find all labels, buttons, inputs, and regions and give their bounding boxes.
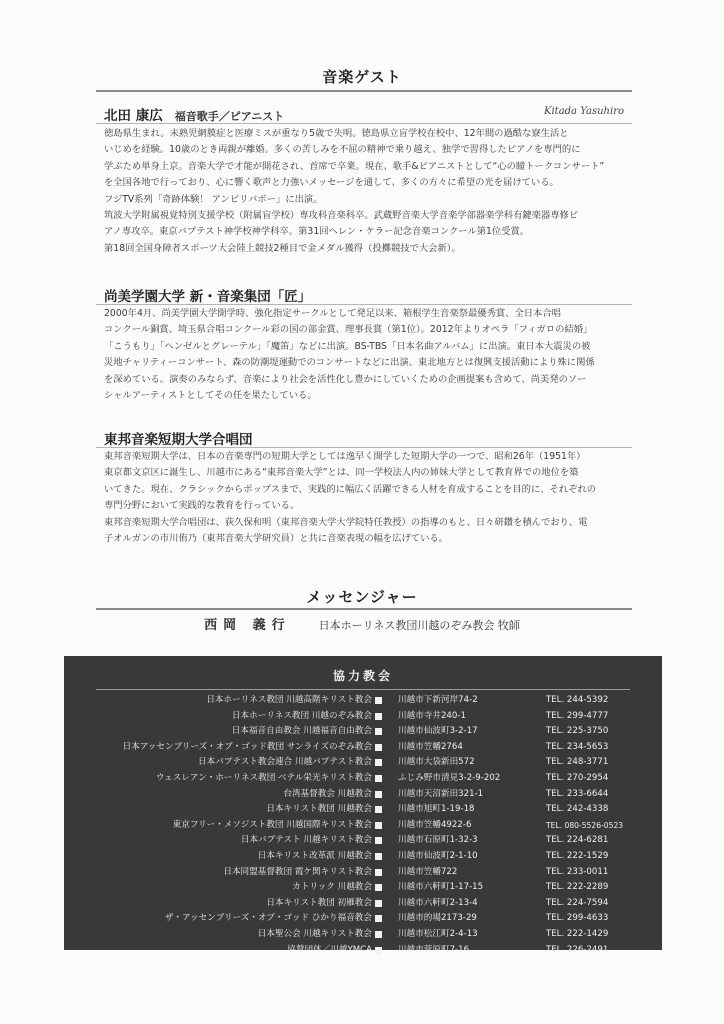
- bio-line: 専門分野において実践的な教育を行っている。: [104, 500, 300, 512]
- bullet-square-icon: [375, 806, 382, 813]
- church-row: [64, 771, 662, 787]
- church-phone: TEL. 226-2491: [546, 944, 609, 955]
- church-name: 日本ホーリネス教団 川越高階キリスト教会: [206, 695, 372, 705]
- bio-line: 災地チャリティーコンサート、森の防潮堤運動でのコンサートなどに出演、東北地方とは復興支援活動により殊に関係: [104, 357, 595, 369]
- guest-divider: [96, 447, 632, 448]
- guest-name: 尚美学園大学 新・音楽集団「匠」: [104, 289, 312, 305]
- bio-line: 東京都文京区に誕生し、川越市にある“東邦音楽大学”とは、同一学校法人内の姉妹大学として教育界での地位を築: [104, 467, 579, 479]
- bullet-square-icon: [375, 759, 382, 766]
- bio-line: アノ専攻卒。東京バプテスト神学校神学科卒。第31回ヘレン・ケラー記念音楽コンクール第1位受賞。: [104, 226, 530, 238]
- church-name: 日本聖公会 川越キリスト教会: [257, 928, 372, 939]
- church-phone: TEL. 244-5392: [546, 695, 609, 705]
- church-phone: TEL. 224-6281: [546, 835, 609, 846]
- church-address: 川越市大袋新田572: [398, 757, 475, 768]
- bullet-square-icon: [375, 697, 382, 704]
- messenger-name: 西岡 義行: [204, 618, 291, 633]
- church-row: [64, 833, 662, 849]
- bio-line: 東邦音楽短期大学は、日本の音楽専門の短期大学としては逸早く開学した短期大学の一つで、昭和26年（1951年）: [104, 451, 586, 462]
- bullet-square-icon: [375, 853, 382, 860]
- guest-heading: [104, 428, 624, 448]
- church-address: 川越市六軒町2-13-4: [398, 897, 478, 908]
- church-phone: TEL. 080-5526-0523: [546, 820, 624, 830]
- messenger-divider: [96, 608, 632, 610]
- music-guests-title: 音楽ゲスト: [322, 68, 402, 86]
- church-name: 日本福音自由教会 川越福音自由教会: [231, 726, 372, 737]
- church-address: 川越市松江町2-4-13: [398, 928, 478, 939]
- church-address: 川越市寺井240-1: [398, 710, 466, 721]
- church-name: 協賛団体／川越YMCA: [287, 944, 372, 955]
- guest-name: 北田 康広: [104, 108, 163, 124]
- bullet-square-icon: [375, 915, 382, 922]
- music-guests-divider: [96, 90, 632, 92]
- church-address: 川越市笠幡2764: [398, 741, 463, 752]
- church-row: [64, 865, 662, 881]
- messenger-title: メッセンジャー: [306, 588, 418, 606]
- bullet-square-icon: [375, 822, 382, 829]
- church-name: カトリック 川越教会: [292, 882, 372, 893]
- church-phone: TEL. 248-3771: [546, 757, 609, 768]
- guest-divider: [96, 304, 632, 305]
- guest-divider: [96, 123, 632, 124]
- bio-line: を全国各地で行っており、心に響く歌声と力強いメッセージを通して、多くの方々に希望の光を届けている。: [104, 177, 559, 189]
- church-name: 日本キリスト教団 初雁教会: [266, 897, 372, 908]
- church-address: 川越市笠幡722: [398, 866, 458, 877]
- bio-line: 2000年4月、尚美学園大学開学時、強化指定サークルとして発足以来、箱根学生音楽祭最優秀賞、全日本合唱: [104, 308, 561, 319]
- bio-line: を深めている。演奏のみならず、音楽により社会を活性化し豊かにしていくための企画提案も含めて、尚美発のソー: [104, 373, 587, 385]
- church-name: 日本アッセンブリーズ・オブ・ゴッド教団 サンライズのぞみ教会: [122, 741, 372, 752]
- church-row: [64, 724, 662, 740]
- church-address: 川越市下新河岸74-2: [398, 695, 478, 705]
- bullet-square-icon: [375, 837, 382, 844]
- church-phone: TEL. 222-1529: [546, 850, 609, 861]
- church-address: 川越市天沼新田321-1: [398, 788, 484, 799]
- church-name: 台湾基督教会 川越教会: [283, 788, 372, 799]
- church-address: 川越市笠幡4922-6: [398, 819, 472, 830]
- church-phone: TEL. 299-4777: [546, 710, 609, 721]
- bullet-square-icon: [375, 869, 382, 876]
- bullet-square-icon: [375, 791, 382, 798]
- bio-line: 徳島県生まれ。未熟児網膜症と医療ミスが重なり5歳で失明。徳島県立盲学校在校中、12年間の過酷な寮生活と: [104, 128, 569, 139]
- church-name: 日本バプテスト 川越キリスト教会: [240, 835, 372, 846]
- bio-line: 第18回全国身障者スポーツ大会陸上競技2種目で金メダル獲得（投擲競技で大会新）。: [104, 242, 461, 254]
- guest-name: 東邦音楽短期大学合唱団: [104, 432, 253, 448]
- church-row: [64, 896, 662, 912]
- bullet-square-icon: [375, 744, 382, 751]
- church-name: 東京フリー・メソジスト教団 川越国際キリスト教会: [172, 819, 372, 830]
- bio-line: いじめを経験。10歳のとき両親が離婚。多くの苦しみを不屈の精神で乗り越え、独学で習得したピアノを専門的に: [104, 144, 581, 156]
- bullet-square-icon: [375, 728, 382, 735]
- guest-bio: [104, 126, 624, 257]
- church-name: 日本バプテスト教会連合 川越バプテスト教会: [198, 757, 372, 768]
- church-row: [64, 880, 662, 896]
- churches-title: 協力教会: [332, 669, 393, 683]
- bio-line: いてきた。現在、クラシックからポップスまで、実践的に幅広く活躍できる人材を育成することを目的に、それぞれの: [104, 483, 596, 495]
- church-name: 日本キリスト教団 川越教会: [266, 804, 372, 815]
- church-row: [64, 693, 662, 709]
- church-name: 日本ホーリネス教団 川越のぞみ教会: [231, 710, 372, 721]
- church-address: ふじみ野市清見3-2-9-202: [398, 772, 501, 783]
- church-address: 川越市仙波町2-1-10: [398, 850, 478, 861]
- church-address: 川越市仙波町3-2-17: [398, 726, 478, 737]
- bio-line: 筑波大学附属視覚特別支援学校（附属盲学校）専攻科音楽科卒。武蔵野音楽大学音楽学部器楽学科有鍵楽器専修ピ: [104, 210, 579, 222]
- church-phone: TEL. 233-0011: [546, 866, 609, 877]
- bullet-square-icon: [375, 775, 382, 782]
- bio-line: 「こうもり」「ヘンゼルとグレーテル」「魔笛」などに出演。BS-TBS「日本名曲アルバム」に出演。東日本大震災の被: [104, 340, 591, 352]
- cooperating-churches-panel: [64, 656, 662, 955]
- church-phone: TEL. 270-2954: [546, 772, 609, 783]
- bullet-square-icon: [375, 931, 382, 938]
- messenger-affiliation: 日本ホーリネス教団川越のぞみ教会 牧師: [318, 619, 520, 632]
- church-row: [64, 755, 662, 771]
- church-address: 川越市的場2173-29: [398, 913, 477, 924]
- church-row: [64, 849, 662, 865]
- church-address: 川越市旭町1-19-18: [398, 804, 475, 815]
- bio-line: フジTV系列「奇跡体験！ アンビリバボー」に出演。: [104, 193, 323, 205]
- church-row: [64, 802, 662, 818]
- church-phone: TEL. 222-2289: [546, 882, 609, 893]
- church-row: [64, 818, 662, 834]
- bio-line: シャルアーティストとしてその任を果たしている。: [104, 390, 317, 402]
- bullet-square-icon: [375, 900, 382, 907]
- guest-bio: [104, 306, 624, 404]
- church-address: 川越市菅原町7-16: [398, 944, 470, 955]
- church-name: ザ・アッセンブリーズ・オブ・ゴッド ひかり福音教会: [164, 913, 372, 924]
- guest-romaji: Kitada Yasuhiro: [544, 106, 624, 117]
- guest-heading: [104, 285, 624, 305]
- bullet-square-icon: [375, 884, 382, 891]
- church-phone: TEL. 222-1429: [546, 928, 609, 939]
- messenger-line: [0, 614, 724, 633]
- church-phone: TEL. 299-4633: [546, 913, 609, 924]
- church-phone: TEL. 233-6644: [546, 788, 609, 799]
- bullet-square-icon: [375, 713, 382, 720]
- bio-line: 東邦音楽短期大学合唱団は、荻久保和明（東邦音楽大学大学院特任教授）の指導のもと、日々研鑽を積んでおり、電: [104, 516, 588, 528]
- church-name: ウェスレアン・ホーリネス教団 ベテル栄光キリスト教会: [155, 772, 372, 783]
- church-row: [64, 927, 662, 943]
- church-address: 川越市六軒町1-17-15: [398, 882, 484, 893]
- bio-line: 学ぶため単身上京。音楽大学で才能が開花され、首席で卒業。現在、歌手&ピアニストとして“心の瞳トークコンサート”: [104, 160, 605, 172]
- church-list: [64, 693, 662, 958]
- church-row: [64, 709, 662, 725]
- church-row: [64, 911, 662, 927]
- church-row: [64, 740, 662, 756]
- church-phone: TEL. 242-4338: [546, 804, 609, 815]
- guest-bio: [104, 449, 624, 547]
- guest-heading: [104, 104, 624, 124]
- church-row: [64, 787, 662, 803]
- churches-divider: [96, 689, 630, 690]
- church-address: 川越市石原町1-32-3: [398, 835, 478, 846]
- bio-line: コンクール銅賞、埼玉県合唱コンクール彩の国の部金賞、理事長賞（第1位）。2012年よりオペラ「フィガロの結婚」: [104, 324, 593, 336]
- church-phone: TEL. 225-3750: [546, 726, 609, 737]
- church-phone: TEL. 234-5653: [546, 741, 609, 752]
- bullet-square-icon: [375, 947, 382, 954]
- church-phone: TEL. 224-7594: [546, 897, 609, 908]
- church-name: 日本同盟基督教団 霞ケ関キリスト教会: [223, 866, 372, 877]
- guest-role: 福音歌手／ピアニスト: [174, 110, 285, 123]
- bio-line: 子オルガンの市川侑乃（東邦音楽大学研究員）と共に音楽表現の幅を広げている。: [104, 533, 448, 545]
- church-row: [64, 943, 662, 959]
- church-name: 日本キリスト改革派 川越教会: [257, 850, 372, 861]
